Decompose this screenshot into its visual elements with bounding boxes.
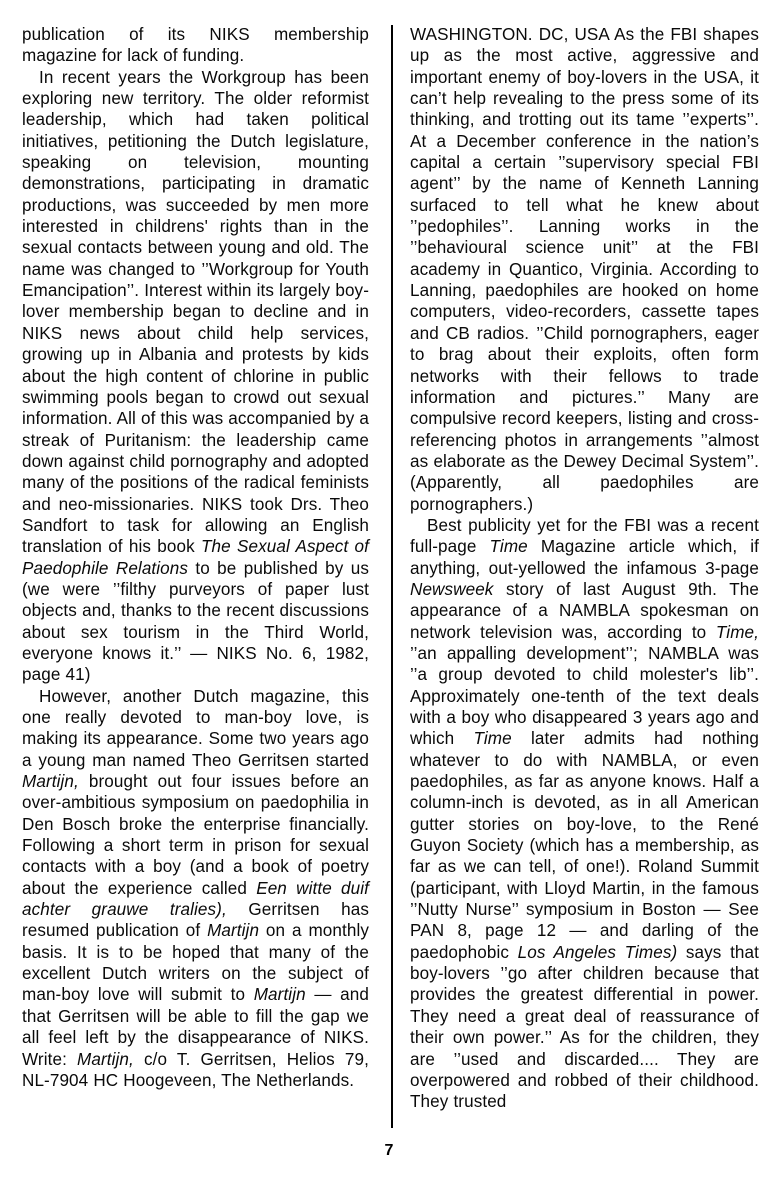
paragraph — [410, 24, 759, 515]
italic-run: Martijn, — [22, 772, 79, 792]
italic-run: The Sexual Aspect of Paedophile Relations — [22, 537, 369, 578]
text-run: However, another Dutch magazine, this one really devoted to man-boy love, is making its appearance. Some two years ago a young man named Theo Gerritsen started — [22, 686, 369, 770]
italic-run: Newsweek — [410, 579, 494, 599]
text-run: brought out four issues before an over-ambitious symposium on paedophilia in Den Bosch broke the enterprise financially. Following a short term in prison for sexual contacts with a boy (and a book of poetry about the experience called — [22, 772, 369, 898]
paragraph — [22, 686, 369, 1092]
paragraph — [410, 515, 759, 1113]
italic-run: Time — [473, 729, 512, 749]
text-run: story of last August 9th. The appearance of a NAMBLA spokesman on network television was, according to — [410, 579, 759, 642]
italic-run: Martijn — [207, 921, 260, 941]
text-column-right — [410, 24, 759, 1113]
italic-run: Time — [489, 537, 528, 557]
page-number: 7 — [384, 1142, 394, 1159]
text-column-left — [22, 24, 369, 1091]
text-run: ’’an appalling development’’; NAMBLA was ’’a group devoted to child molester's lib’’. Approximately one-tenth of the text deals with a boy who disappeared 3 years ago and which — [410, 643, 759, 749]
text-run: In recent years the Workgroup has been exploring new territory. The older reformist leadership, which had taken political initiatives, petitioning the Dutch legislature, speaking on television, mounting demonstrations, participating in dramatic productions, was succeeded by men more interested in childrens' rights than in the sexual contacts between young and old. The name was changed to ’’Workgroup for Youth Emancipation’’. Interest within its largely boy-lover membership began to decline and in NIKS news about child help services, growing up in Albania and protests by kids about the high content of chlorine in public swimming pools began to crowd out sexual information. All of this was accompanied by a streak of Puritanism: the leadership came down against child pornography and adopted many of the positions of the radical feminists and neo-missionaries. NIKS took Drs. Theo Sandfort to task for allowing an English translation of his book — [22, 67, 369, 557]
paragraph — [22, 24, 369, 67]
text-run: says that boy-lovers ’’go after children because that provides the greatest differential in power. They need a great deal of reassurance of their own power.’’ As for the children, they are ’’used and discarded.... They are overpowered and robbed of their childhood. They trusted — [410, 942, 759, 1112]
italic-run: Martijn, — [77, 1049, 134, 1069]
text-run: — and that Gerritsen will be able to fill the gap we all feel left by the disappearance of NIKS. Write: — [22, 985, 369, 1069]
italic-run: Los Angeles Times) — [517, 942, 678, 962]
text-run: Best publicity yet for the FBI was a recent full-page — [410, 515, 759, 557]
text-run: c/o T. Gerritsen, Helios 79, NL-7904 HC Hoogeveen, The Netherlands. — [22, 1049, 369, 1090]
text-run: WASHINGTON. DC, USA As the FBI shapes up as the most active, aggressive and important enemy of boy-lovers in the USA, it can’t help revealing to the press some of its thinking, and trotting out its tame ’’experts’’. At a December conference in the nation’s capital a certain ’’supervisory special FBI agent’’ by the name of Kenneth Lanning surfaced to tell what he knew about ’’pedophiles’’. Lanning works in the ’’behavioural science unit’’ at the FBI academy in Quantico, Virginia. According to Lanning, paedophiles are hooked on home computers, video-recorders, cassette tapes and CB radios. ’’Child pornographers, eager to brag about their exploits, often form networks with their fellows to trade information and pictures.’’ Many are compulsive record keepers, listing and cross-referencing photos in arrangements ’’almost as elaborate as the Dewey Decimal System’’. (Apparently, all paedophiles are pornographers.) — [410, 25, 759, 514]
text-run: on a monthly basis. It is to be hoped that many of the excellent Dutch writers on the subject of man-boy love will submit to — [22, 921, 369, 1005]
italic-run: Martijn — [253, 985, 306, 1005]
text-run: Magazine article which, if anything, out-yellowed the infamous 3-page — [410, 537, 759, 578]
column-divider-rule — [391, 25, 393, 1128]
text-run: later admits had nothing whatever to do with NAMBLA, or even paedophiles, as far as anyone knows. Half a column-inch is devoted, as in all American gutter stories on boy-love, to the René Guyon Society (which has a membership, as far as we can tell, of one!). Roland Summit (participant, with Lloyd Martin, in the famous ’’Nutty Nurse’’ symposium in Boston — See PAN 8, page 12 — and darling of the paedophobic — [410, 729, 759, 962]
text-run: Gerritsen has resumed publication of — [22, 900, 369, 941]
italic-run: Een witte duif achter grauwe tralies), — [22, 878, 370, 920]
paragraph — [22, 67, 369, 686]
text-run: publication of its NIKS membership magazine for lack of funding. — [22, 25, 369, 66]
italic-run: Time, — [715, 622, 759, 642]
text-run: to be published by us (we were ’’filthy purveyors of paper lust objects and, thanks to the recent discussions about sex tourism in the Third World, everyone knows it.’’ — NIKS No. 6, 1982, page 41) — [22, 558, 369, 685]
